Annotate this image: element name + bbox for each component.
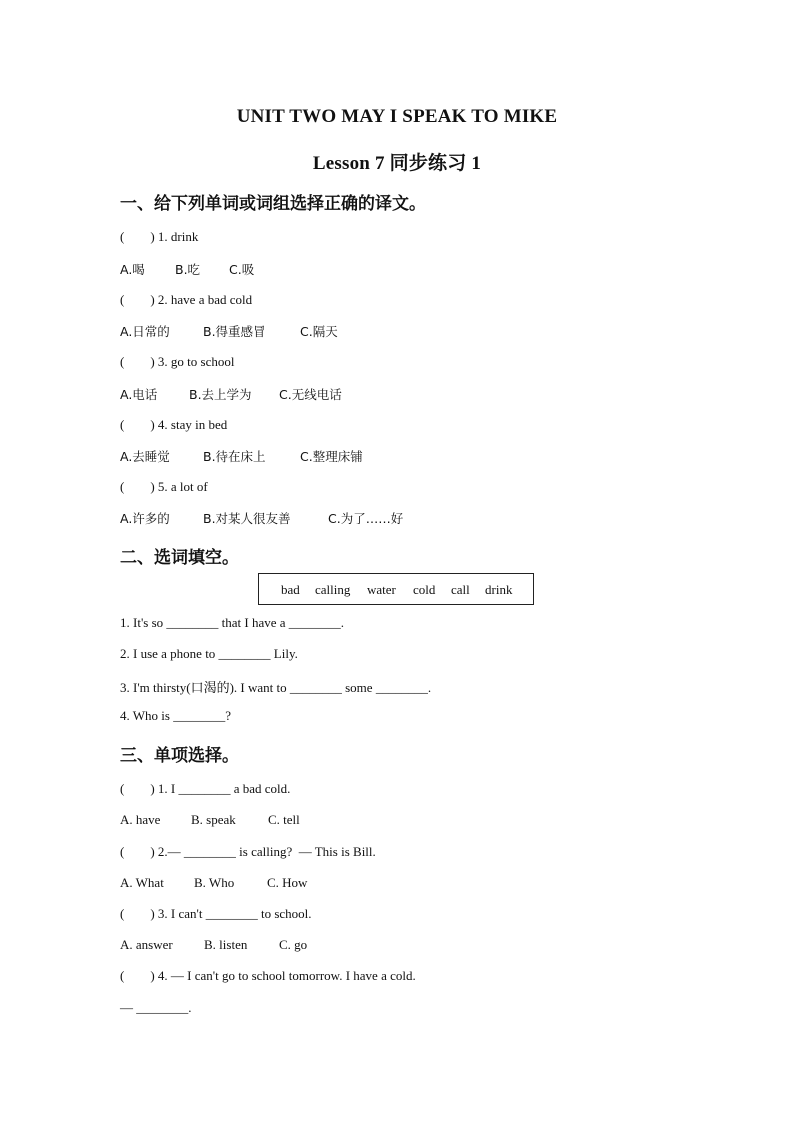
section-heading-1: 一、给下列单词或词组选择正确的译文。 — [120, 194, 426, 214]
word-bank-word: calling — [315, 582, 351, 597]
section-heading-3: 三、单项选择。 — [120, 746, 239, 766]
worksheet-title: UNIT TWO MAY I SPEAK TO MIKE — [236, 106, 558, 127]
choice-question-4: ( ) 4. — I can't go to school tomorrow. I have a cold. — [120, 968, 416, 983]
fill-sentence-2: 2. I use a phone to ________ Lily. — [120, 646, 298, 661]
option-1-5-a: A.许多的 — [120, 511, 170, 526]
choice-question-2: ( ) 2.— ________ is calling? — This is Bill. — [120, 844, 376, 859]
option-1-5-b: B.对某人很友善 — [203, 511, 291, 526]
option-1-3-c: C.无线电话 — [279, 387, 342, 402]
choice-question-1: ( ) 1. I ________ a bad cold. — [120, 781, 291, 796]
lesson-subtitle: Lesson 7 同步练习 1 — [312, 153, 482, 174]
choice-option-3-a: A. answer — [120, 937, 173, 952]
option-1-4-a: A.去睡觉 — [120, 449, 170, 464]
choice-option-1-b: B. speak — [191, 812, 236, 827]
word-bank-word: drink — [485, 582, 513, 597]
choice-option-2-c: C. How — [267, 875, 308, 890]
fill-sentence-1: 1. It's so ________ that I have a ________. — [120, 615, 345, 630]
question-1-5: ( ) 5. a lot of — [120, 479, 208, 494]
option-1-1-b: B.吃 — [175, 262, 201, 277]
option-1-4-b: B.待在床上 — [203, 449, 266, 464]
fill-sentence-4: 4. Who is ________? — [120, 708, 231, 723]
word-bank — [258, 573, 534, 605]
choice-option-1-c: C. tell — [268, 812, 300, 827]
question-1-4: ( ) 4. stay in bed — [120, 417, 228, 432]
choice-option-3-b: B. listen — [204, 937, 248, 952]
choice-option-3-c: C. go — [279, 937, 308, 952]
option-1-3-b: B.去上学为 — [189, 387, 252, 402]
choice-option-2-b: B. Who — [194, 875, 235, 890]
option-1-2-a: A.日常的 — [120, 324, 170, 339]
question-1-3: ( ) 3. go to school — [120, 354, 235, 369]
choice-question-3: ( ) 3. I can't ________ to school. — [120, 906, 312, 921]
question-1-1: ( ) 1. drink — [120, 229, 199, 244]
option-1-5-c: C.为了……好 — [328, 511, 404, 526]
word-bank-word: call — [451, 582, 470, 597]
choice-option-1-a: A. have — [120, 812, 161, 827]
option-1-2-c: C.隔天 — [300, 324, 338, 339]
word-bank-word: water — [367, 582, 396, 597]
word-bank-word: bad — [281, 582, 300, 597]
question-1-2: ( ) 2. have a bad cold — [120, 292, 253, 307]
option-1-3-a: A.电话 — [120, 387, 158, 402]
word-bank-word: cold — [413, 582, 436, 597]
section-heading-2: 二、选词填空。 — [120, 548, 239, 568]
option-1-1-a: A.喝 — [120, 262, 145, 277]
option-1-2-b: B.得重感冒 — [203, 324, 266, 339]
choice-option-2-a: A. What — [120, 875, 164, 890]
fill-sentence-3: 3. I'm thirsty(口渴的). I want to ________ some ________. — [120, 680, 432, 695]
option-1-4-c: C.整理床铺 — [300, 449, 363, 464]
choice-question-4-response: — ________. — [120, 1000, 192, 1015]
option-1-1-c: C.吸 — [229, 262, 255, 277]
